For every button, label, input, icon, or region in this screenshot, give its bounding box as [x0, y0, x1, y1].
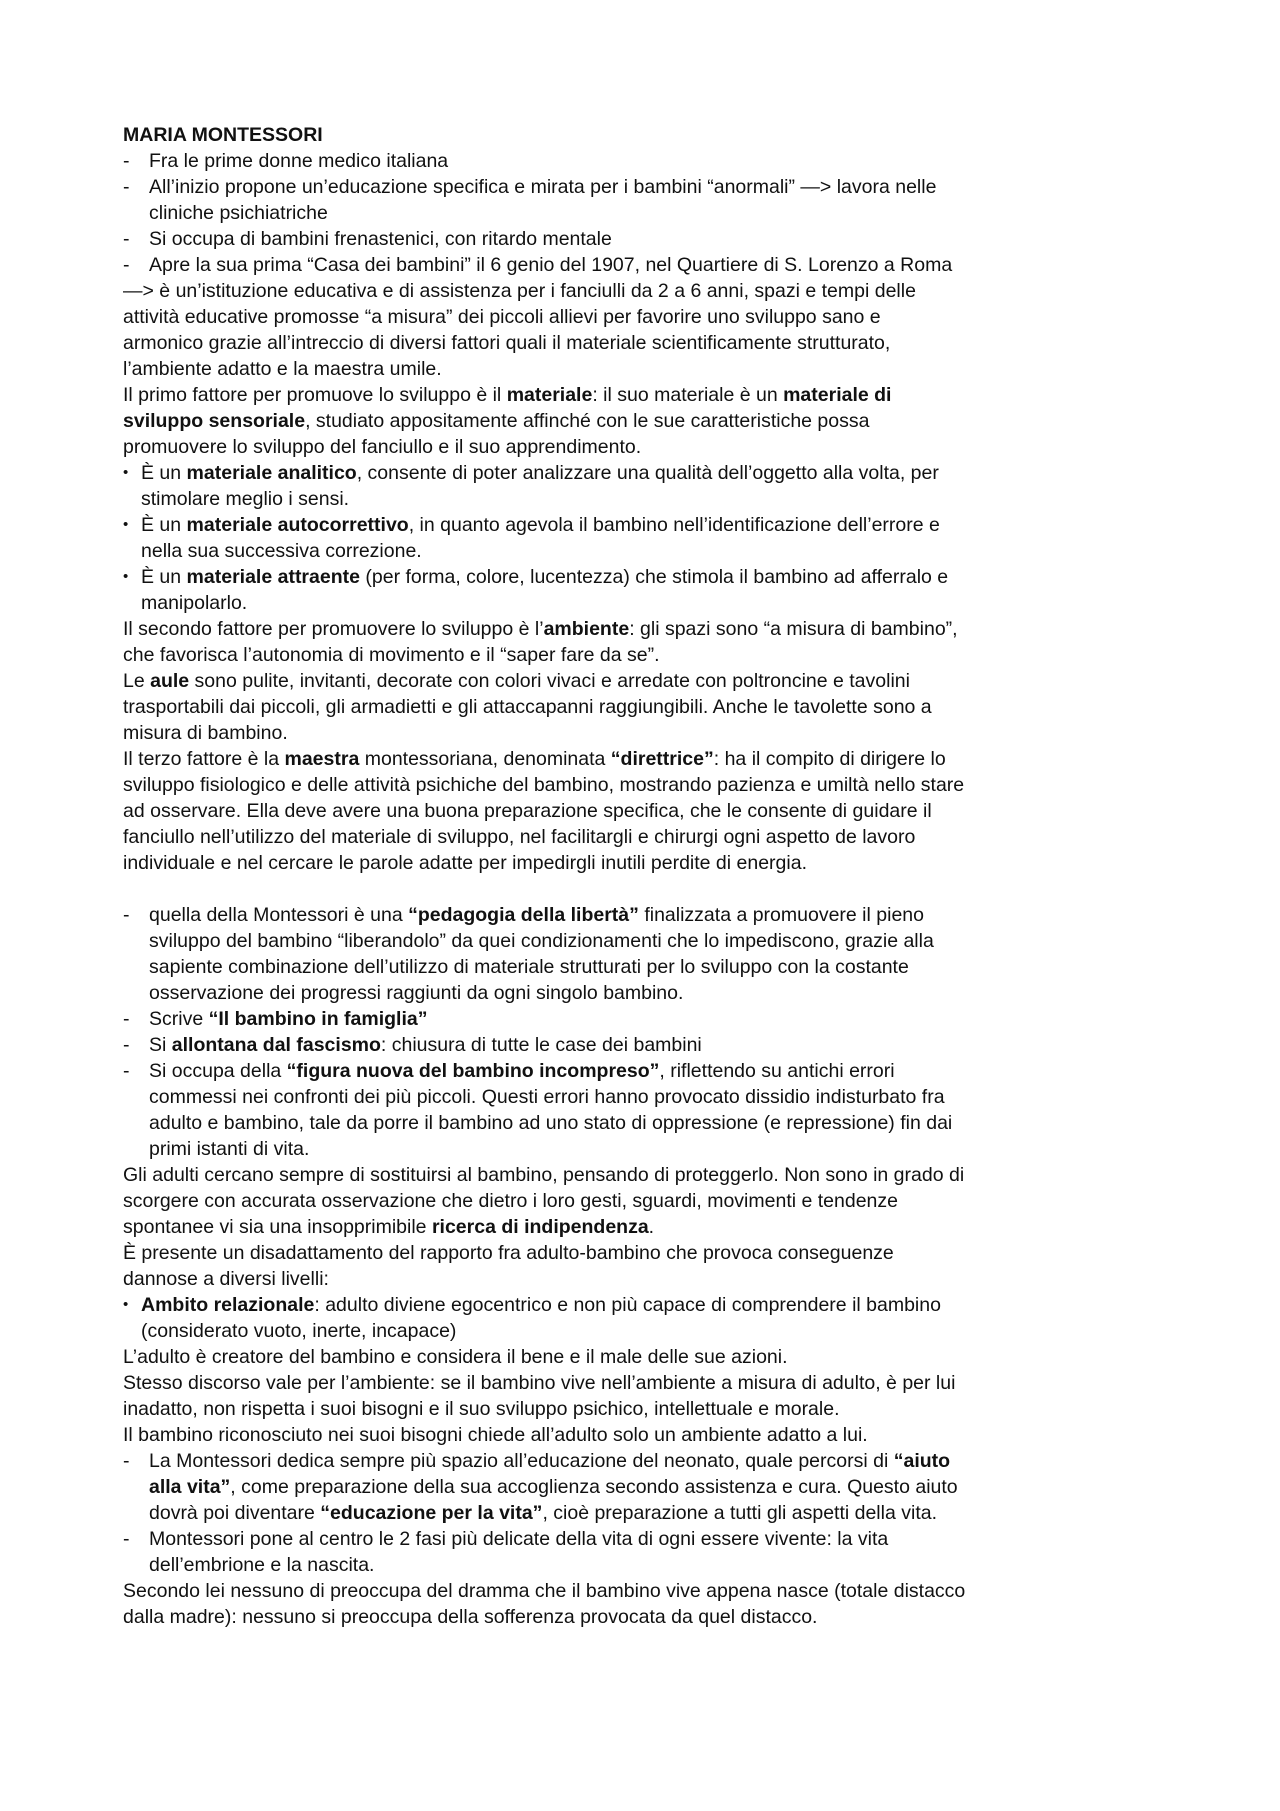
document-title: MARIA MONTESSORI: [123, 124, 323, 146]
paragraph-gap: [123, 876, 1173, 902]
paragraph-maestra: Il terzo fattore è la maestra montessoriana, denominata “direttrice”: ha il compito di dirigere lo sviluppo fisiologico e delle attività psichiche del bambino, mostrando pazienza e umiltà nello stare ad osservare. Ella deve avere una buona preparazione specifica, che le consente di guidare il fanciullo nell’utilizzo del materiale di sviluppo, nel facilitargli e chirurgi ogni aspetto de lavoro individuale e nel cercare le parole adatte per impedirgli inutili perdite di energia.: [123, 748, 965, 874]
list-item: - Scrive “Il bambino in famiglia”: [123, 1006, 1173, 1032]
document-page: [123, 122, 1173, 1630]
material-features-list: [123, 460, 1173, 616]
paragraph-stesso-discorso: Stesso discorso vale per l’ambiente: se il bambino vive nell’ambiente a misura di adulto, è per lui inadatto, non rispetta i suoi bisogni e il suo sviluppo psichico, intellettuale e morale.: [123, 1372, 956, 1420]
paragraph-secondo-lei: Secondo lei nessuno di preoccupa del dramma che il bambino vive appena nasce (totale distacco dalla madre): nessuno si preoccupa della sofferenza provocata da quel distacco.: [123, 1580, 966, 1628]
list-item-continuation: commessi nei confronti dei più piccoli. Questi errori hanno provocato dissidio indisturbato fra: [149, 1086, 945, 1108]
list-item: - Si occupa di bambini frenastenici, con ritardo mentale: [123, 226, 1173, 252]
list-item: • È un materiale analitico, consente di poter analizzare una qualità dell’oggetto alla volta, per: [123, 460, 1173, 486]
list-item: - quella della Montessori è una “pedagogia della libertà” finalizzata a promuovere il pieno: [123, 902, 1173, 928]
list-item-continuation: adulto e bambino, tale da porre il bambino ad uno stato di oppressione (e repressione) fin dai: [149, 1112, 953, 1134]
pedagogy-list: [123, 902, 1173, 1162]
list-item-continuation: sapiente combinazione dell’utilizzo di materiale strutturati per lo sviluppo con la costante: [149, 956, 909, 978]
relational-list: [123, 1292, 1173, 1344]
list-item: - Montessori pone al centro le 2 fasi più delicate della vita di ogni essere vivente: la vita: [123, 1526, 1173, 1552]
list-item-continuation: cliniche psichiatriche: [149, 202, 328, 224]
list-item: • È un materiale attraente (per forma, colore, lucentezza) che stimola il bambino ad afferralo e: [123, 564, 1173, 590]
list-item-continuation: stimolare meglio i sensi.: [141, 488, 350, 510]
list-item-continuation: sviluppo del bambino “liberandolo” da quei condizionamenti che lo impediscono, grazie alla: [149, 930, 934, 952]
paragraph-casa-dei-bambini: —> è un’istituzione educativa e di assistenza per i fanciulli da 2 a 6 anni, spazi e tempi delle attività educative promosse “a misura” dei piccoli allievi per favorire uno sviluppo sano e armonico grazie all’intreccio di diversi fattori quali il materiale scientificamente strutturato, l’ambiente adatto e la maestra umile.: [123, 280, 916, 380]
paragraph-materiale: Il primo fattore per promuove lo sviluppo è il materiale: il suo materiale è un materiale di sviluppo sensoriale, studiato appositamente affinché con le sue caratteristiche possa promuovere lo sviluppo del fanciullo e il suo apprendimento.: [123, 384, 892, 458]
list-item-continuation: (considerato vuoto, inerte, incapace): [141, 1320, 457, 1342]
list-item: • È un materiale autocorrettivo, in quanto agevola il bambino nell’identificazione dell’errore e: [123, 512, 1173, 538]
paragraph-aule: Le aule sono pulite, invitanti, decorate con colori vivaci e arredate con poltroncine e tavolini trasportabili dai piccoli, gli armadietti e gli attaccapanni raggiungibili. Anche le tavolette sono a misura di bambino.: [123, 670, 932, 744]
list-item-continuation: dovrà poi diventare “educazione per la vita”, cioè preparazione a tutti gli aspetti della vita.: [149, 1502, 937, 1524]
list-item-continuation: nella sua successiva correzione.: [141, 540, 422, 562]
list-item: • Ambito relazionale: adulto diviene egocentrico e non più capace di comprendere il bambino: [123, 1292, 1173, 1318]
list-item: - Apre la sua prima “Casa dei bambini” il 6 genio del 1907, nel Quartiere di S. Lorenzo a Roma: [123, 252, 1173, 278]
list-item: - La Montessori dedica sempre più spazio all’educazione del neonato, quale percorsi di “aiuto: [123, 1448, 1173, 1474]
list-item: - All’inizio propone un’educazione specifica e mirata per i bambini “anormali” —> lavora nelle: [123, 174, 1173, 200]
paragraph-disadattamento: È presente un disadattamento del rapporto fra adulto-bambino che provoca conseguenze dannose a diversi livelli:: [123, 1242, 894, 1290]
paragraph-riconosciuto: Il bambino riconosciuto nei suoi bisogni chiede all’adulto solo un ambiente adatto a lui.: [123, 1424, 868, 1446]
list-item-continuation: primi istanti di vita.: [149, 1138, 310, 1160]
paragraph-adulti: Gli adulti cercano sempre di sostituirsi al bambino, pensando di proteggerlo. Non sono in grado di scorgere con accurata osservazione che dietro i loro gesti, sguardi, movimenti e tendenze spontanee vi sia una insopprimibile ricerca di indipendenza.: [123, 1164, 965, 1238]
list-item: - Si allontana dal fascismo: chiusura di tutte le case dei bambini: [123, 1032, 1173, 1058]
neonato-list: [123, 1448, 1173, 1578]
paragraph-creatore: L’adulto è creatore del bambino e considera il bene e il male delle sue azioni.: [123, 1346, 788, 1368]
list-item-continuation: osservazione dei progressi raggiunti da ogni singolo bambino.: [149, 982, 684, 1004]
list-item: - Fra le prime donne medico italiana: [123, 148, 1173, 174]
intro-list: [123, 148, 1173, 278]
list-item: - Si occupa della “figura nuova del bambino incompreso”, riflettendo su antichi errori: [123, 1058, 1173, 1084]
list-item-continuation: alla vita”, come preparazione della sua accoglienza secondo assistenza e cura. Questo aiuto: [149, 1476, 958, 1498]
paragraph-ambiente: Il secondo fattore per promuovere lo sviluppo è l’ambiente: gli spazi sono “a misura di bambino”, che favorisca l’autonomia di movimento e il “saper fare da se”.: [123, 618, 958, 666]
list-item-continuation: manipolarlo.: [141, 592, 248, 614]
list-item-continuation: dell’embrione e la nascita.: [149, 1554, 375, 1576]
